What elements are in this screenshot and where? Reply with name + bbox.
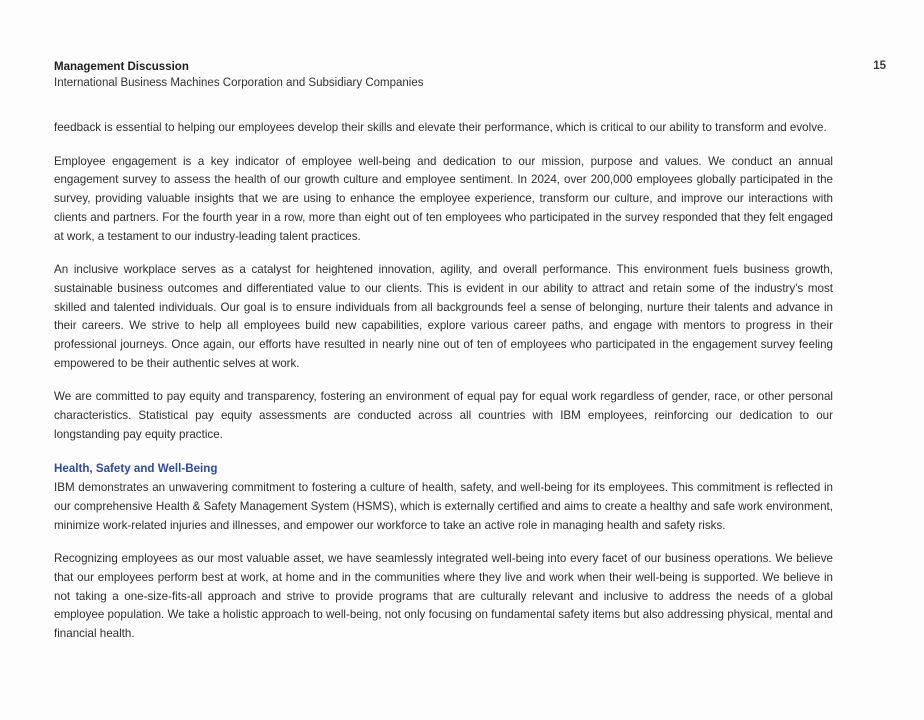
- section-heading-health-safety-well-being: Health, Safety and Well-Being: [54, 461, 218, 475]
- document-title: Management Discussion: [54, 61, 189, 73]
- paragraph-feedback: feedback is essential to helping our employees develop their skills and elevate their performance, which is critical to our ability to transform and evolve.: [54, 121, 827, 134]
- paragraph-health-safety-commitment: IBM demonstrates an unwavering commitment to fostering a culture of health, safety, and well-being for its employees. This commitment is reflected in our comprehensive Health & Safety Management System (HSMS), which is externally certified and aims to create a healthy and safe work environment, minimize work-related injuries and illnesses, and empower our workforce to take an active role in managing health and safety risks.: [54, 481, 833, 532]
- paragraph-well-being-integration: Recognizing employees as our most valuable asset, we have seamlessly integrated well-being into every facet of our business operations. We believe that our employees perform best at work, at home and in the communities where they live and work when their well-being is supported. We believe in not taking a one-size-fits-all approach and strive to provide programs that are culturally relevant and inclusive to address the needs of a global employee population. We take a holistic approach to well-being, not only focusing on fundamental safety items but also addressing physical, mental and financial health.: [54, 552, 833, 641]
- paragraph-pay-equity: We are committed to pay equity and transparency, fostering an environment of equal pay for equal work regardless of gender, race, or other personal characteristics. Statistical pay equity assessments are conducted across all countries with IBM employees, reinforcing our dedication to our longstanding pay equity practice.: [54, 390, 833, 441]
- paragraph-inclusive-workplace: An inclusive workplace serves as a catalyst for heightened innovation, agility, and overall performance. This environment fuels business growth, sustainable business outcomes and differentiated value to our clients. This is evident in our ability to attract and retain some of the industry's most skilled and talented individuals. Our goal is to ensure individuals from all backgrounds feel a sense of belonging, nurture their talents and advance in their careers. We strive to help all employees build new capabilities, explore various career paths, and engage with mentors to progress in their professional journeys. Once again, our efforts have resulted in nearly nine out of ten of employees who participated in the engagement survey feeling empowered to be their authentic selves at work.: [54, 263, 833, 370]
- document-subtitle: International Business Machines Corporation and Subsidiary Companies: [54, 77, 424, 89]
- document-body: [54, 119, 833, 659]
- document-header: [54, 59, 824, 91]
- paragraph-employee-engagement: Employee engagement is a key indicator of employee well-being and dedication to our mission, purpose and values. We conduct an annual engagement survey to assess the health of our growth culture and employee sentiment. In 2024, over 200,000 employees globally participated in the survey, providing valuable insights that we are using to enhance the employee experience, transform our culture, and improve our interactions with clients and partners. For the fourth year in a row, more than eight out of ten employees who participated in the survey responded that they felt engaged at work, a testament to our industry-leading talent practices.: [54, 154, 833, 243]
- page-number: 15: [873, 60, 886, 72]
